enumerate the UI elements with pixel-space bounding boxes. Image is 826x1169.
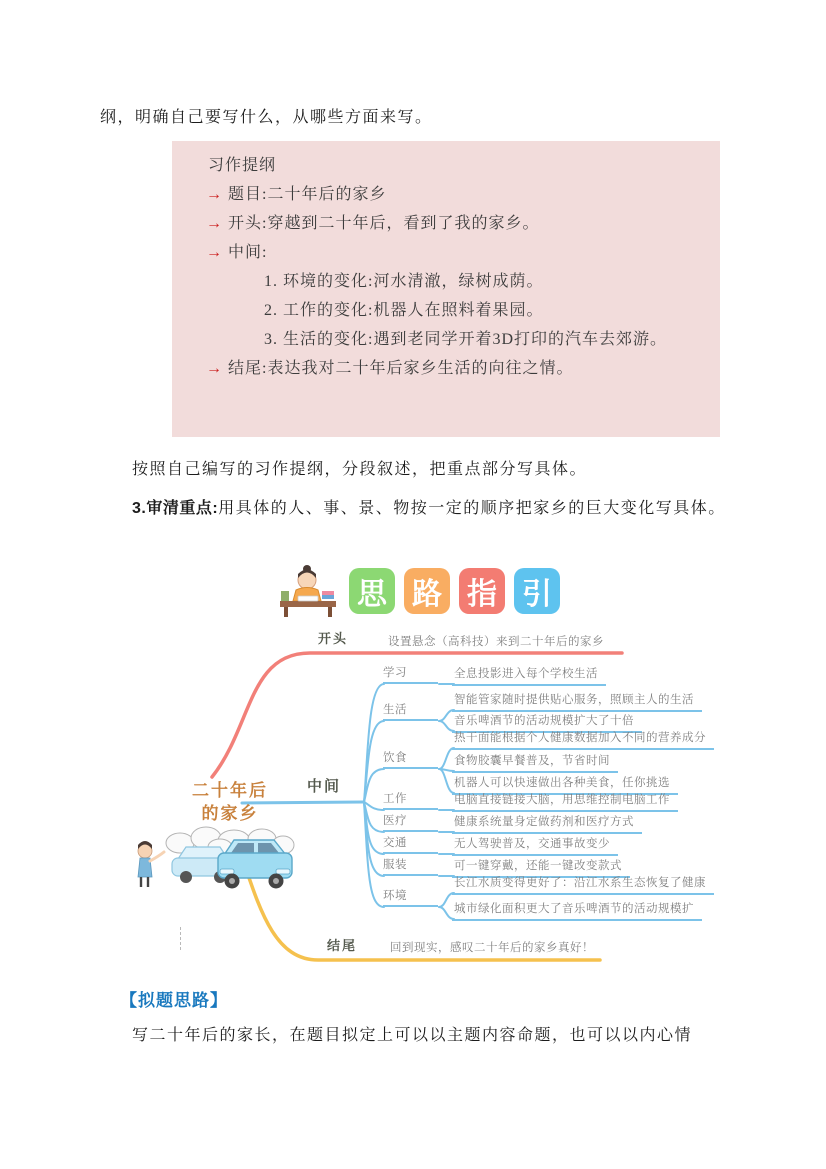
arrow-icon: → — [206, 215, 223, 232]
outline-row-text: 题目:二十年后的家乡 — [228, 186, 387, 203]
title-tile-3: 指 — [459, 568, 505, 614]
branch-label-ending: 结尾 — [327, 938, 358, 953]
outline-middle-item: 3. 生活的变化:遇到老同学开着3D打印的汽车去郊游。 — [264, 331, 668, 348]
outline-row-opening — [172, 209, 720, 238]
branch-label-opening: 开头 — [318, 631, 349, 646]
branch-label-middle: 中间 — [307, 778, 342, 795]
sub-label-clothing: 服装 — [383, 858, 438, 876]
branch-text-ending: 回到现实，感叹二十年后的家乡真好！ — [390, 942, 594, 954]
hometown-cars-illustration — [128, 825, 296, 899]
bottom-paragraph: 写二十年后的家长，在题目拟定上可以以主题内容命题，也可以以内心情 — [132, 1027, 693, 1044]
stray-mark — [180, 927, 181, 950]
mindmap-header — [276, 563, 560, 619]
child-writing-icon — [276, 563, 340, 619]
sub-label-food: 饮食 — [383, 751, 438, 769]
outline-row-middle — [172, 238, 720, 267]
branch-item: 无人驾驶普及，交通事故变少 — [452, 837, 618, 856]
branch-item: 电脑直接链接大脑，用思维控制电脑工作 — [452, 793, 678, 812]
sub-label-environment: 环境 — [383, 889, 438, 907]
branch-item: 长江水质变得更好了：沿江水系生态恢复了健康 — [452, 876, 714, 895]
intro-line: 纲，明确自己要写什么，从哪些方面来写。 — [100, 109, 433, 126]
branch-item: 可一键穿戴，还能一键改变款式 — [452, 859, 630, 878]
outline-middle-item: 1. 环境的变化:河水清澈，绿树成荫。 — [264, 273, 544, 290]
sub-label-medical: 医疗 — [383, 814, 438, 832]
branch-item: 食物胶囊早餐普及，节省时间 — [452, 754, 618, 773]
point3-paragraph — [100, 490, 730, 528]
outline-title: 习作提纲 — [208, 157, 277, 174]
sub-label-life: 生活 — [383, 703, 438, 721]
section-heading: 【拟题思路】 — [120, 991, 228, 1010]
arrow-icon: → — [206, 186, 223, 203]
branch-item: 城市绿化面积更大了音乐啤酒节的活动规模扩 — [452, 902, 702, 921]
branch-item: 音乐啤酒节的活动规模扩大了十倍 — [452, 714, 642, 733]
branch-item: 健康系统量身定做药剂和医疗方式 — [452, 815, 642, 834]
center-node-line1: 二十年后 — [192, 781, 268, 800]
outline-row-text: 结尾:表达我对二十年后家乡生活的向往之情。 — [228, 360, 574, 377]
outline-row-topic — [172, 180, 720, 209]
outline-row-ending — [172, 354, 720, 383]
mindmap — [0, 555, 826, 985]
sub-label-traffic: 交通 — [383, 836, 438, 854]
branch-item: 智能管家随时提供贴心服务，照顾主人的生活 — [452, 693, 702, 712]
arrow-icon: → — [206, 360, 223, 377]
title-tile-4: 引 — [514, 568, 560, 614]
point3-text: 用具体的人、事、景、物按一定的顺序把家乡的巨大变化写具体。 — [218, 500, 726, 517]
essay-outline-box — [172, 141, 720, 437]
outline-row-text: 开头:穿越到二十年后，看到了我的家乡。 — [228, 215, 540, 232]
outline-middle-item: 2. 工作的变化:机器人在照料着果园。 — [264, 302, 544, 319]
center-node-line2: 的家乡 — [201, 804, 259, 823]
paragraph-follow-outline: 按照自己编写的习作提纲，分段叙述，把重点部分写具体。 — [132, 461, 588, 478]
center-node — [178, 779, 282, 825]
mindmap-connector-lines — [0, 555, 826, 985]
outline-row-text: 中间: — [228, 244, 268, 261]
sub-label-study: 学习 — [383, 666, 438, 684]
arrow-icon: → — [206, 244, 223, 261]
branch-item: 机器人可以快速做出各种美食，任你挑选 — [452, 776, 678, 795]
branch-text-opening: 设置悬念（高科技）来到二十年后的家乡 — [388, 636, 604, 648]
point3-label: 3.审清重点: — [132, 500, 219, 517]
sub-label-work: 工作 — [383, 792, 438, 810]
waving-girl — [138, 841, 164, 887]
branch-item: 热干面能根据个人健康数据加入不同的营养成分 — [452, 731, 714, 750]
title-tile-2: 路 — [404, 568, 450, 614]
branch-item: 全息投影进入每个学校生活 — [452, 667, 606, 686]
title-tile-1: 思 — [349, 568, 395, 614]
middle-fan-lines — [364, 684, 384, 907]
